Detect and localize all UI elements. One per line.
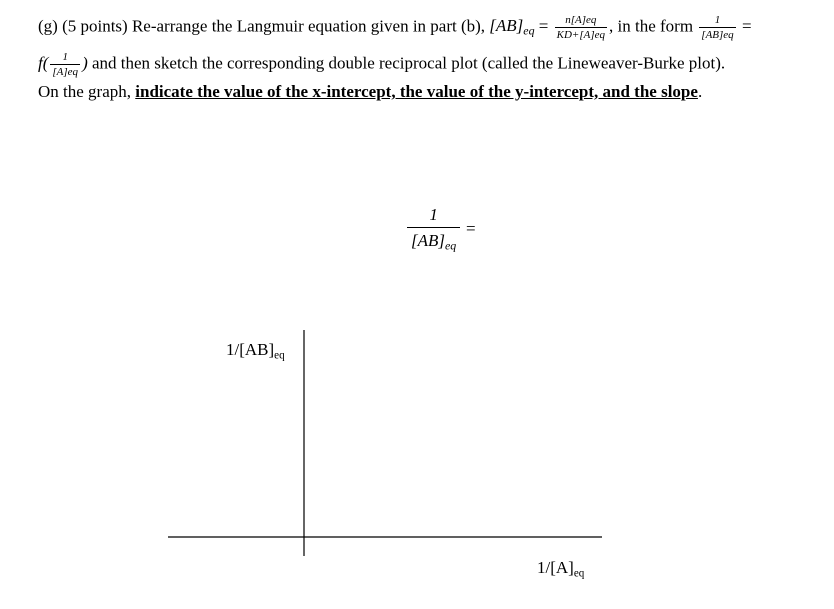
in-the-form-text: , in the form: [609, 16, 694, 36]
form-numerator: 1: [699, 14, 735, 28]
langmuir-denominator: KD+[A]eq: [556, 29, 605, 41]
line3-suffix: .: [697, 82, 703, 101]
question-prefix: (g) (5 points) Re-arrange the Langmuir equation given in part (b),: [38, 16, 490, 36]
function-open: f(: [38, 53, 49, 73]
equals-sign: =: [538, 16, 549, 36]
x-axis-label-subscript: eq: [573, 567, 585, 580]
answer-numerator: 1: [407, 205, 460, 228]
line3-emphasis: indicate the value of the x-intercept, the value of the y-intercept, and the slope: [135, 82, 698, 101]
ab-subscript: eq: [523, 23, 535, 38]
function-close: ): [82, 53, 88, 73]
reciprocal-numerator: 1: [50, 51, 80, 65]
y-axis-label-text: 1/[AB]: [226, 340, 275, 359]
line3-prefix: On the graph,: [38, 82, 136, 101]
ab-symbol: [AB]: [489, 16, 524, 36]
form-denominator: [AB]eq: [701, 29, 734, 41]
x-axis-label: [537, 558, 584, 579]
trailing-equals: =: [741, 16, 752, 36]
answer-denominator-symbol: [AB]: [411, 231, 445, 250]
y-axis-label-subscript: eq: [274, 349, 285, 362]
answer-equals: =: [466, 219, 476, 238]
line2-text: and then sketch the corresponding double reciprocal plot (called the Lineweaver-Burke plot).: [87, 53, 726, 73]
y-axis-label: [226, 340, 285, 361]
answer-denominator-subscript: eq: [445, 238, 457, 253]
langmuir-numerator: n[A]eq: [555, 14, 607, 28]
reciprocal-denominator: [A]eq: [52, 66, 79, 78]
x-axis-label-text: 1/[A]: [537, 558, 574, 577]
